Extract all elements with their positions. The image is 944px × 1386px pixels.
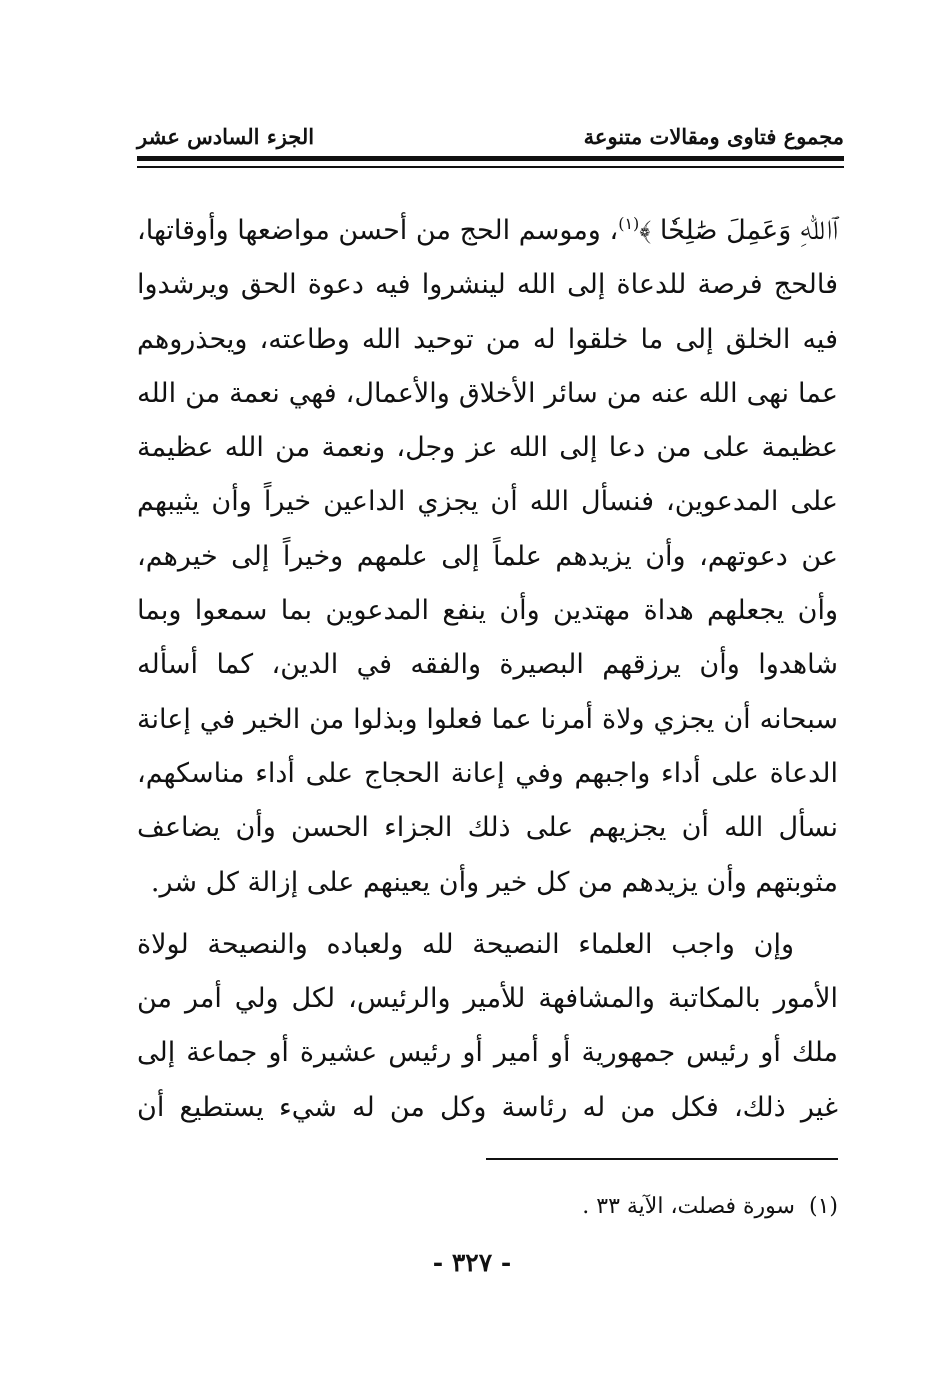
running-header — [137, 116, 844, 156]
paragraph — [137, 204, 838, 910]
footnote-text: سورة فصلت، الآية ٣٣ . — [582, 1194, 795, 1219]
paragraph: وإن واجب العلماء النصيحة لله ولعباده والنصيحة لولاة الأمور بالمكاتبة والمشافهة للأمير والرئيس، لكل ولي أمر من ملك أو رئيس جمهورية أو أمير أو رئيس عشيرة أو جماعة إلى غير ذلك، فكل من له رئاسة وكل من له شيء يستطيع أن — [137, 928, 838, 1123]
footnote — [582, 1190, 838, 1224]
volume-label: الجزء السادس عشر — [137, 123, 315, 149]
footnote-marker: (١) — [808, 1194, 838, 1219]
footnote-separator — [486, 1158, 838, 1160]
page-number: - ٣٢٧ - — [432, 1248, 512, 1277]
body-text — [137, 204, 838, 1135]
book-title: مجموع فتاوى ومقالات متنوعة — [583, 123, 844, 149]
paragraph-text: ، وموسم الحج من أحسن مواضعها وأوقاتها، فالحج فرصة للدعاة إلى الله لينشروا فيه دعوة الحق ويرشدوا فيه الخلق إلى ما خلقوا له من توحيد الله وطاعته، ويحذروهم عما نهى الله عنه من سائر الأخلاق والأعمال، فهي نعمة من الله عظيمة على من دعا إلى الله عز وجل، ونعمة من الله عظيمة على المدعوين، فنسأل الله أن يجزي الداعين خيراً وأن يثيبهم عن دعوتهم، وأن يزيدهم علماً إلى علمهم وخيراً إلى خيرهم، وأن يجعلهم هداة مهتدين وأن ينفع المدعوين بما سمعوا وبما شاهدوا وأن يرزقهم البصيرة والفقه في الدين، كما أسأله سبحانه أن يجزي ولاة أمرنا عما فعلوا وبذلوا من الخير في إعانة الدعاة على أداء واجبهم وفي إعانة الحجاج على أداء مناسكهم، نسأل الله أن يجزيهم على ذلك الجزاء الحسن وأن يضاعف مثوبتهم وأن يزيدهم من كل خير وأن يعينهم على إزالة كل شر. — [137, 215, 838, 898]
quran-verse-end: ﭐﷲِ وَعَمِلَ صَٰلِحٗا ﴾ — [639, 215, 838, 246]
header-rule — [137, 156, 844, 161]
footnote-reference: (١) — [618, 214, 640, 233]
header-rule-thin — [137, 166, 844, 168]
